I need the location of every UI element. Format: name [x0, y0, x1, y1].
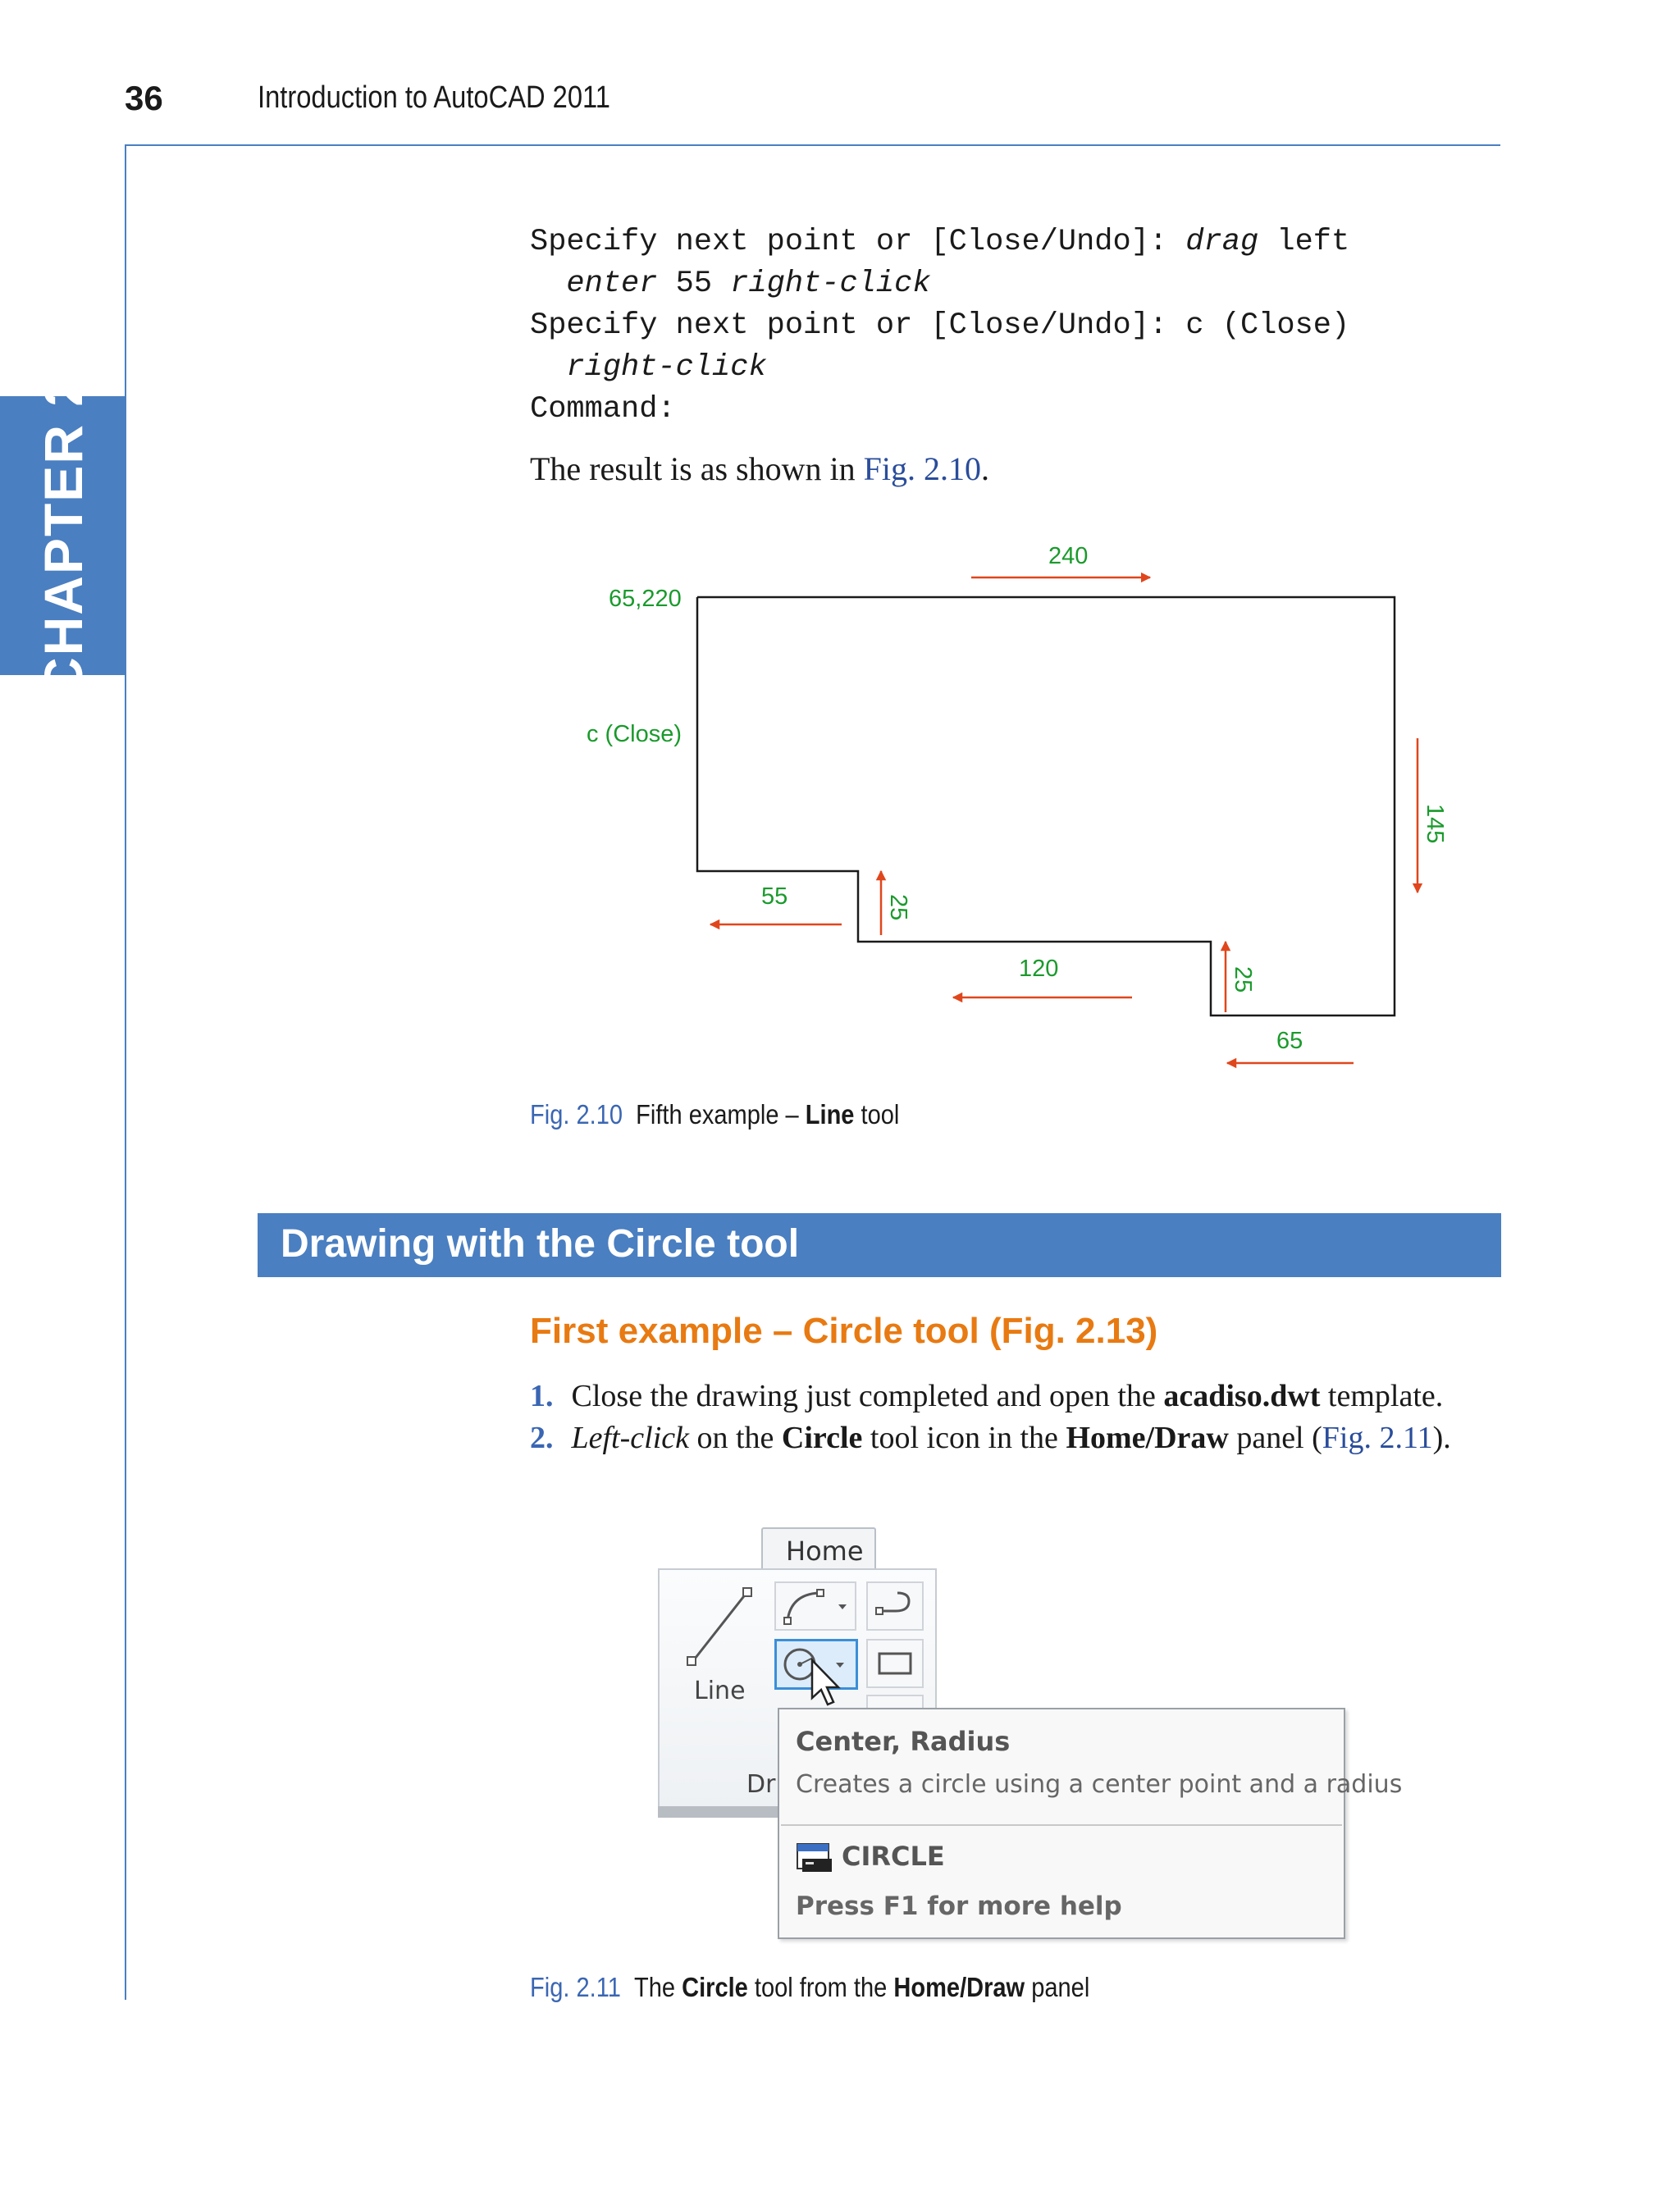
fig-2-11-link[interactable]: Fig. 2.11: [1322, 1421, 1433, 1455]
command-line-3: Specify next point or [Close/Undo]: c (Close): [530, 308, 1350, 343]
draw-panel-label: Dr: [746, 1770, 776, 1799]
result-paragraph: The result is as shown in Fig. 2.10.: [530, 450, 989, 487]
outline-shape: [697, 597, 1395, 1015]
rectangle-icon: [868, 1641, 922, 1686]
label-close: c (Close): [587, 721, 682, 747]
label-rise2: 25: [1230, 966, 1256, 993]
label-bottom: 65: [1276, 1028, 1303, 1054]
tooltip-help: Press F1 for more help: [796, 1892, 1122, 1921]
label-mid: 120: [1019, 956, 1059, 982]
command-line-2: enter 55 right-click: [566, 267, 931, 301]
label-start: 65,220: [609, 586, 682, 612]
tooltip-command: CIRCLE: [842, 1841, 945, 1872]
home-tab[interactable]: Home: [761, 1527, 876, 1570]
chapter-tab: [0, 374, 126, 697]
step-2: 2. Left-click on the Circle tool icon in the Home/Draw panel (Fig. 2.11).: [530, 1421, 1451, 1455]
polyline-tool-button[interactable]: [866, 1581, 924, 1631]
section-heading-bar: [258, 1213, 1501, 1277]
label-right: 145: [1422, 804, 1448, 844]
chapter-label: CHAPTER 2: [32, 374, 94, 697]
circle-tooltip: [778, 1708, 1403, 1939]
label-rise1: 25: [885, 894, 911, 921]
mouse-cursor-icon: [810, 1659, 847, 1709]
command-line-5: Command:: [530, 392, 676, 427]
page-number: 36: [125, 79, 163, 117]
command-line-1: Specify next point or [Close/Undo]: drag left: [530, 225, 1350, 259]
polyline-icon: [868, 1583, 922, 1629]
step-1: 1. Close the drawing just completed and open the acadiso.dwt template.: [530, 1379, 1444, 1413]
figure-2-11-caption: Fig. 2.11 The Circle tool from the Home/Draw panel: [530, 1972, 1090, 2002]
tooltip-title: Center, Radius: [796, 1726, 1011, 1757]
subheading: First example – Circle tool (Fig. 2.13): [530, 1311, 1158, 1351]
line-tool-label: Line: [694, 1677, 746, 1705]
fig-2-10-link[interactable]: Fig. 2.10: [863, 450, 981, 487]
command-line-4: right-click: [566, 350, 767, 385]
header-rule: [126, 144, 1500, 146]
command-icon: [796, 1841, 833, 1875]
arc-tool-button[interactable]: [774, 1581, 856, 1631]
tooltip-divider: [781, 1824, 1342, 1826]
arc-icon: [776, 1583, 855, 1629]
figure-2-11-panel: [658, 1527, 1403, 1946]
label-top: 240: [1048, 543, 1089, 569]
tooltip-description: Creates a circle using a center point and a radius: [796, 1770, 1403, 1799]
line-tool-icon[interactable]: [682, 1581, 756, 1672]
figure-2-10-caption: Fig. 2.10 Fifth example – Line tool: [530, 1099, 900, 1130]
figure-2-10-drawing: [574, 533, 1460, 1075]
section-title: Drawing with the Circle tool: [281, 1222, 800, 1266]
running-title: Introduction to AutoCAD 2011: [258, 80, 610, 115]
label-step1: 55: [761, 883, 788, 910]
rectangle-tool-button[interactable]: [866, 1639, 924, 1688]
